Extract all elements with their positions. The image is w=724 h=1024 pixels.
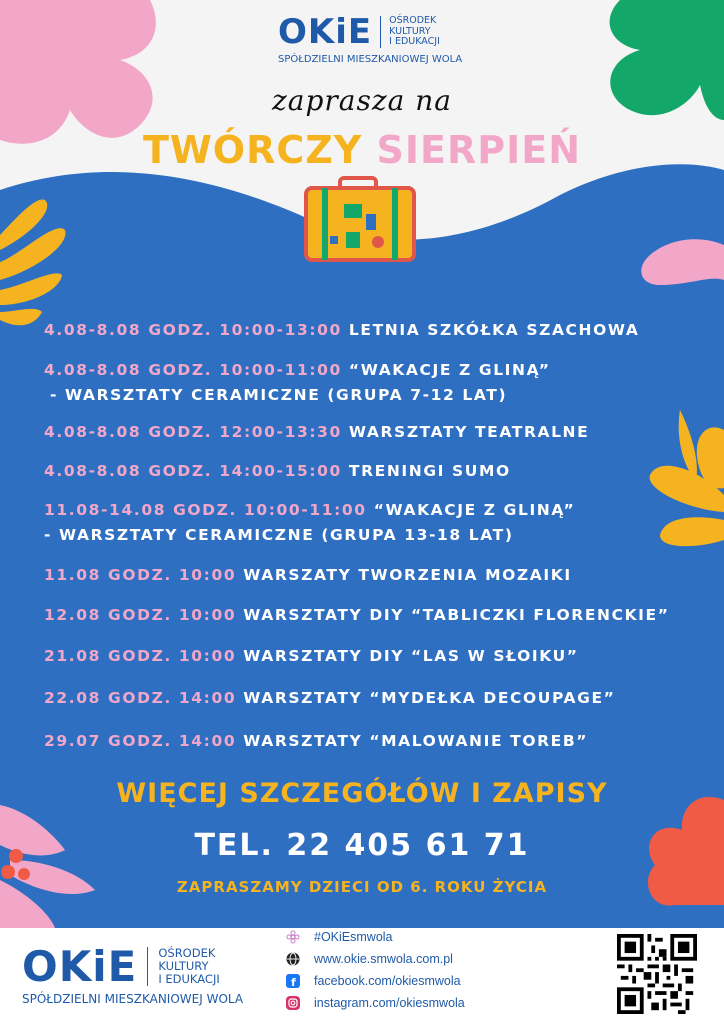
event-date: 4.08-8.08 GODZ. 14:00-15:00: [44, 462, 342, 480]
logo-sub-line: OŚRODEK: [158, 945, 216, 960]
event-item: [44, 498, 575, 548]
logo-wordmark: OKiE: [22, 942, 138, 991]
logo-sub-line: I EDUKACJI: [158, 972, 220, 987]
event-title-continued: - WARSZTATY CERAMICZNE (GRUPA 7-12 LAT): [50, 386, 508, 404]
event-item: [44, 603, 670, 628]
event-item: [44, 459, 511, 484]
event-title: “WAKACJE Z GLINĄ”: [348, 361, 551, 379]
logo-subtitle: [147, 947, 219, 987]
logo-sub-line: KULTURY: [389, 25, 431, 37]
event-item: [44, 686, 615, 711]
page-title: [0, 128, 724, 172]
logo-subtitle: [380, 16, 440, 49]
logo-sub-line: KULTURY: [158, 958, 209, 973]
footer: [0, 928, 724, 1024]
svg-text:f: f: [291, 976, 296, 988]
phone-number: TEL. 22 405 61 71: [194, 828, 530, 863]
instagram-link[interactable]: instagram.com/okiesmwola: [314, 996, 465, 1010]
globe-icon: [286, 952, 300, 966]
event-title: LETNIA SZKÓŁKA SZACHOWA: [348, 321, 640, 339]
contact-instagram: [286, 996, 465, 1010]
pink-flower-shape: [0, 0, 156, 144]
event-title: WARSZTATY DIY “LAS W SŁOIKU”: [243, 647, 579, 665]
event-date: 29.07 GODZ. 14:00: [44, 732, 237, 750]
instagram-icon: [286, 996, 300, 1010]
event-date: 4.08-8.08 GODZ. 10:00-11:00: [44, 361, 342, 379]
logo-tagline: SPÓŁDZIELNI MIESZKANIOWEJ WOLA: [22, 992, 244, 1006]
qr-code-icon[interactable]: [617, 934, 697, 1014]
event-date: 11.08 GODZ. 10:00: [44, 566, 237, 584]
invite-text: zaprasza na: [272, 84, 452, 117]
logo-tagline: SPÓŁDZIELNI MIESZKANIOWEJ WOLA: [278, 54, 463, 65]
logo-sub-line: OŚRODEK: [389, 14, 437, 26]
suitcase-icon: [306, 178, 414, 260]
title-word-2: SIERPIEŃ: [376, 128, 582, 172]
event-title: TRENINGI SUMO: [348, 462, 511, 480]
age-note: ZAPRASZAMY DZIECI OD 6. ROKU ŻYCIA: [176, 878, 548, 896]
event-item: [44, 729, 588, 754]
logo-wordmark: OKiE: [278, 12, 373, 52]
hashtag-flower-icon: [286, 930, 300, 944]
event-date: 4.08-8.08 GODZ. 10:00-13:00: [44, 321, 342, 339]
footer-logo: [22, 942, 220, 991]
event-title: “WAKACJE Z GLINĄ”: [373, 501, 576, 519]
event-item: [44, 318, 639, 343]
event-title: WARSZTATY TEATRALNE: [348, 423, 590, 441]
contact-facebook: [286, 974, 461, 988]
event-date: 11.08-14.08 GODZ. 10:00-11:00: [44, 501, 367, 519]
event-title: WARSZATY TWORZENIA MOZAIKI: [243, 566, 572, 584]
event-title: WARSZTATY DIY “TABLICZKI FLORENCKIE”: [243, 606, 670, 624]
facebook-link[interactable]: facebook.com/okiesmwola: [314, 974, 461, 988]
event-item: [44, 358, 551, 408]
event-item: [44, 563, 572, 588]
title-word-1: TWÓRCZY: [142, 128, 363, 172]
event-date: 12.08 GODZ. 10:00: [44, 606, 237, 624]
event-item: [44, 644, 579, 669]
logo-sub-line: I EDUKACJI: [389, 36, 440, 48]
contact-text: #OKiEsmwola: [314, 930, 393, 944]
website-link[interactable]: www.okie.smwola.com.pl: [314, 952, 453, 966]
event-title-continued: - WARSZTATY CERAMICZNE (GRUPA 13-18 LAT): [44, 526, 514, 544]
event-item: [44, 420, 589, 445]
event-date: 21.08 GODZ. 10:00: [44, 647, 237, 665]
more-info-heading: WIĘCEJ SZCZEGÓŁÓW I ZAPISY: [116, 778, 608, 809]
contact-hashtag: [286, 930, 393, 944]
event-title: WARSZTATY “MALOWANIE TOREB”: [243, 732, 589, 750]
event-date: 4.08-8.08 GODZ. 12:00-13:30: [44, 423, 342, 441]
event-title: WARSZTATY “MYDEŁKA DECOUPAGE”: [243, 689, 616, 707]
contact-website: [286, 952, 453, 966]
facebook-icon: [286, 974, 300, 988]
header-logo: [278, 12, 440, 52]
event-date: 22.08 GODZ. 14:00: [44, 689, 237, 707]
